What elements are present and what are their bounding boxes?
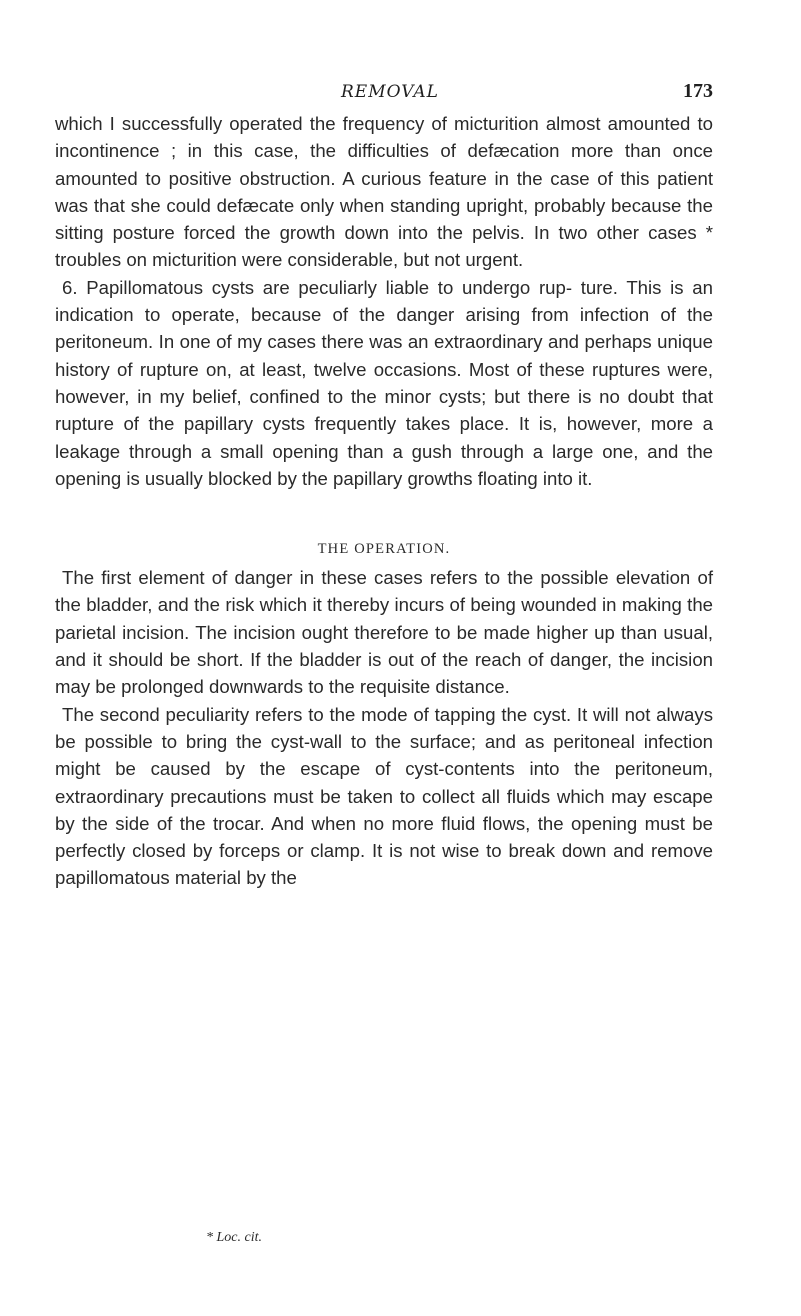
book-page [55,70,713,892]
paragraph-continued: which I successfully operated the frequency of micturition almost amounted to incontinence ; in this case, the difficulties of defæcation more than once amounted to positive obstruction. A curious feature in the case of this patient was that she could defæcate only when standing upright, probably because the sitting posture forced the growth down into the pelvis. In two other cases * troubles on micturition were considerable, but not urgent. [55,113,713,271]
running-head [55,70,713,110]
running-title: REMOVAL [341,82,439,102]
page-number: 173 [683,80,713,102]
paragraph-tapping: The second peculiarity refers to the mode of tapping the cyst. It will not always be possible to bring the cyst-wall to the surface; and as peritoneal infection might be caused by the escape of cyst-contents into the peritoneum, extraordinary precautions must be taken to collect all fluids which may escape by the side of the trocar. And when no more fluid flows, the opening must be perfectly closed by forceps or clamp. It is not wise to break down and remove papillomatous material by the [55,703,713,889]
footnote: * Loc. cit. [206,1230,262,1245]
paragraph-bladder: The first element of danger in these cases refers to the possible elevation of the bladder, and the risk which it thereby incurs of being wounded in making the parietal incision. The incision ought therefore to be made higher up than usual, and it should be short. If the bladder is out of the reach of danger, the incision may be prolonged downwards to the requisite distance. [55,567,713,698]
paragraph-rupture: 6. Papillomatous cysts are peculiarly liable to undergo rup- ture. This is an indication to operate, because of the danger arising from infection of the peritoneum. In one of my cases there was an extraordinary and perhaps unique history of rupture on, at least, twelve occasions. Most of these ruptures were, however, in my belief, confined to the minor cysts; but there is no doubt that rupture of the papillary cysts frequently takes place. It is, however, more a leakage through a small opening than a gush through a large one, and the opening is usually blocked by the papillary growths floating into it. [55,276,713,489]
section-heading: THE OPERATION. [317,541,451,558]
